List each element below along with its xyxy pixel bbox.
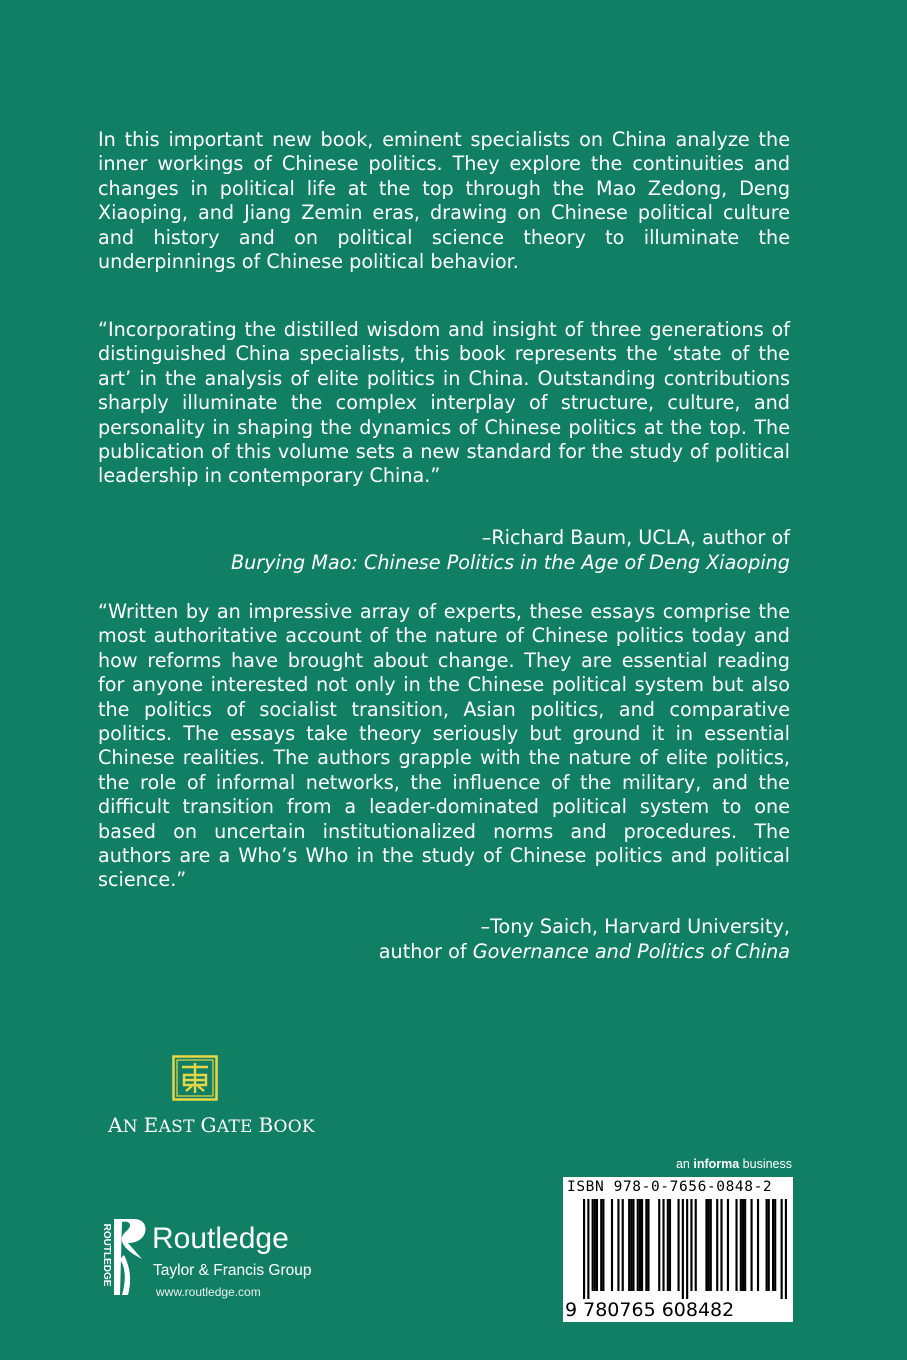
- barcode-bars: [583, 1199, 787, 1299]
- barcode-bar: [677, 1199, 679, 1291]
- barcode-bar: [774, 1199, 776, 1291]
- barcode-bar: [708, 1199, 710, 1291]
- quote-baum: “Incorporating the distilled wisdom and insight of three generations of distinguished China specialists, this book represents the ‘state of the art’ in the analysis of elite politics in China. Outstanding contributions sharply illuminate the complex interplay of structure, culture, and personality in shaping the dynamics of Chinese politics at the top. The publication of this volume sets a new standard for the study of political leadership in contemporary China.”: [98, 318, 790, 488]
- attribution-baum-book: Burying Mao: Chinese Politics in the Age of Deng Xiaoping: [230, 551, 790, 574]
- barcode-panel: [563, 1177, 793, 1322]
- barcode-bar: [592, 1199, 594, 1291]
- barcode-bar: [716, 1199, 718, 1291]
- barcode-bar: [768, 1199, 770, 1291]
- barcode-bar: [757, 1199, 759, 1291]
- attribution-saich-prefix: author of: [378, 940, 473, 963]
- barcode-bar: [690, 1199, 692, 1291]
- barcode-bar: [637, 1199, 639, 1291]
- book-description: [98, 128, 790, 274]
- barcode-bar: [785, 1199, 787, 1299]
- attribution-saich-name: –Tony Saich, Harvard University,: [480, 915, 790, 938]
- barcode-bar: [682, 1199, 684, 1299]
- routledge-name: Routledge: [152, 1222, 289, 1255]
- barcode-bar: [667, 1199, 669, 1291]
- attribution-saich: [90, 914, 790, 964]
- attribution-baum: [90, 525, 790, 575]
- barcode-bar: [727, 1199, 729, 1291]
- attribution-saich-book: Governance and Politics of China: [472, 940, 790, 963]
- barcode-bar: [647, 1199, 649, 1291]
- description-text: In this important new book, eminent specialists on China analyze the inner workings of Chinese politics. They explore the continuities and changes in political life at the top through the Mao Zedong, Deng Xiaoping, and Jiang Zemin eras, drawing on Chinese political culture and history and on political science theory to illuminate the underpinnings of Chinese political behavior.: [98, 128, 790, 274]
- barcode-bar: [740, 1199, 742, 1291]
- barcode-bar: [594, 1199, 596, 1291]
- barcode-bar: [602, 1199, 604, 1291]
- barcode-bar: [628, 1199, 630, 1291]
- barcode-bar: [742, 1199, 744, 1291]
- east-gate-imprint: AN EAST GATE BOOK: [108, 1113, 315, 1137]
- barcode-bar: [735, 1199, 737, 1291]
- barcode-bar: [639, 1199, 641, 1291]
- routledge-logo-icon: [90, 1215, 150, 1297]
- barcode-bar: [600, 1199, 602, 1291]
- barcode-bar: [617, 1199, 619, 1291]
- barcode-bar: [611, 1199, 613, 1291]
- barcode-bar: [662, 1199, 664, 1291]
- barcode-digits: 9 780765 608482: [565, 1299, 735, 1321]
- barcode-bar: [750, 1199, 752, 1291]
- barcode-bar: [705, 1199, 707, 1291]
- quote-saich: “Written by an impressive array of experts, these essays comprise the most authoritative account of the nature of Chinese politics today and how reforms have brought about change. They are essential reading for anyone interested not only in the Chinese political system but also the politics of socialist transition, Asian politics, and comparative politics. The essays take theory seriously but ground it in essential Chinese realities. The authors grapple with the nature of elite politics, the role of informal networks, the influence of the military, and the difficult transition from a leader-dominated political system to one based on uncertain institutionalized norms and procedures. The authors are a Who’s Who in the study of Chinese politics and political science.”: [98, 600, 790, 892]
- barcode-bar: [710, 1199, 712, 1291]
- barcode-bar: [641, 1199, 643, 1291]
- barcode-bar: [632, 1199, 634, 1291]
- barcode-bar: [645, 1199, 647, 1291]
- barcode-bar: [744, 1199, 746, 1291]
- barcode-bar: [686, 1199, 688, 1299]
- barcode-bar: [622, 1199, 624, 1291]
- east-gate-seal-icon: [172, 1055, 218, 1101]
- barcode-bar: [720, 1199, 722, 1291]
- barcode-bar: [630, 1199, 632, 1291]
- barcode-bar: [781, 1199, 783, 1299]
- attribution-baum-name: –Richard Baum, UCLA, author of: [481, 526, 790, 549]
- routledge-group: Taylor & Francis Group: [153, 1262, 312, 1279]
- routledge-url: www.routledge.com: [156, 1285, 261, 1299]
- barcode-bar: [772, 1199, 774, 1291]
- routledge-spine-text: ROUTLEDGE: [101, 1223, 112, 1287]
- isbn-label: ISBN 978-0-7656-0848-2: [567, 1179, 773, 1195]
- barcode-bar: [596, 1199, 598, 1291]
- barcode-bar: [658, 1199, 660, 1291]
- barcode-bar: [695, 1199, 697, 1291]
- barcode-bar: [766, 1199, 768, 1291]
- barcode-bar: [587, 1199, 589, 1299]
- barcode-bar: [669, 1199, 671, 1291]
- barcode-bar: [583, 1199, 585, 1299]
- informa-brand: informa: [693, 1157, 740, 1171]
- informa-tagline: an informa business: [675, 1157, 792, 1171]
